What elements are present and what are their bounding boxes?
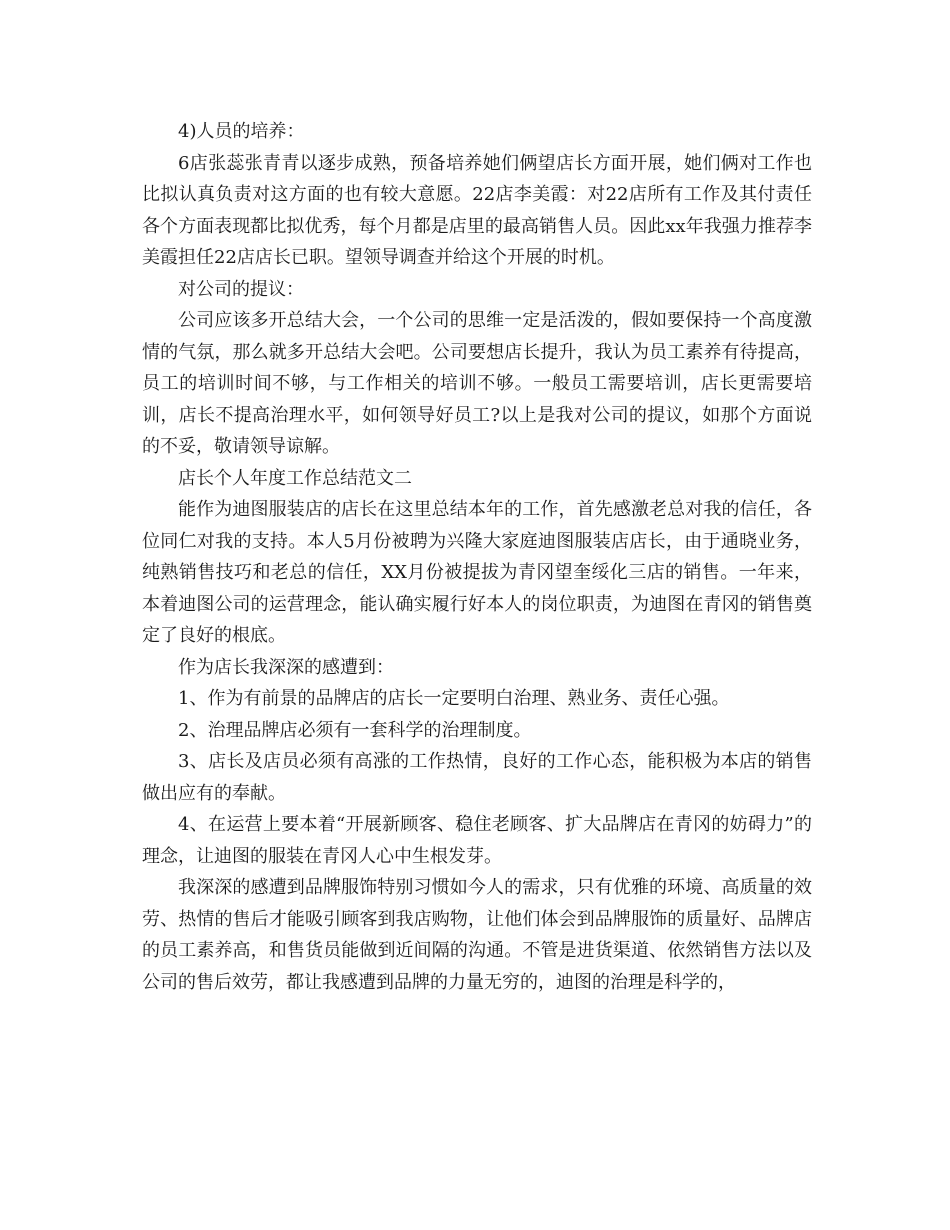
paragraph-section-heading-training: 4)人员的培养： — [178, 121, 305, 142]
paragraph-intro: 能作为迪图服装店的店长在这里总结本年的工作，首先感激老总对我的信任，各位同仁对我的支持。本人5月份被聘为兴隆大家庭迪图服装店店长，由于通晓业务，纯熟销售技巧和老总的信任，XX月份被提拔为青冈望奎绥化三店的销售。一年来，本着迪图公司的运营理念，能认确实履行好本人的岗位职责，为迪图在青冈的销售奠定了良好的根底。 — [142, 499, 812, 646]
paragraph-training-details: 6店张蕊张青青以逐步成熟，预备培养她们俩望店长方面开展，她们俩对工作也比拟认真负责对这方面的也有较大意愿。22店李美霞：对22店所有工作及其付责任各个方面表现都比拟优秀，每个月都是店里的最高销售人员。因此xx年我强力推荐李美霞担任22店店长已职。望领导调查并给这个开展的时机。 — [142, 152, 812, 268]
list-item-2: 2、治理品牌店必须有一套科学的治理制度。 — [178, 719, 532, 741]
paragraph-article-title: 店长个人年度工作总结范文二 — [178, 467, 412, 489]
paragraph-feelings-heading: 作为店长我深深的感遭到： — [178, 656, 394, 678]
paragraph-brand-reflection: 我深深的感遭到品牌服饰特别习惯如今人的需求，只有优雅的环境、高质量的效劳、热情的售后才能吸引顾客到我店购物，让他们体会到品牌服饰的质量好、品牌店的员工素养高，和售货员能做到近间隔的沟通。不管是进货渠道、依然销售方法以及公司的售后效劳，都让我感遭到品牌的力量无穷的，迪图的治理是科学的， — [142, 877, 812, 993]
document-page — [142, 116, 812, 998]
paragraph-section-heading-suggestions: 对公司的提议： — [178, 278, 304, 300]
list-item-1: 1、作为有前景的品牌店的店长一定要明白治理、熟业务、责任心强。 — [178, 688, 730, 709]
paragraph-suggestions-details: 公司应该多开总结大会，一个公司的思维一定是活泼的，假如要保持一个高度激情的气氛，那么就多开总结大会吧。公司要想店长提升，我认为员工素养有待提高，员工的培训时间不够，与工作相关的培训不够。一般员工需要培训，店长更需要培训，店长不提高治理水平，如何领导好员工?以上是我对公司的提议，如那个方面说的不妥，敬请领导谅解。 — [142, 310, 812, 457]
list-item-4: 4、在运营上要本着“开展新顾客、稳住老顾客、扩大品牌店在青冈的妨碍力”的理念，让迪图的服装在青冈人心中生根发芽。 — [142, 814, 812, 867]
list-item-3: 3、店长及店员必须有高涨的工作热情，良好的工作心态，能积极为本店的销售做出应有的奉献。 — [142, 751, 812, 804]
